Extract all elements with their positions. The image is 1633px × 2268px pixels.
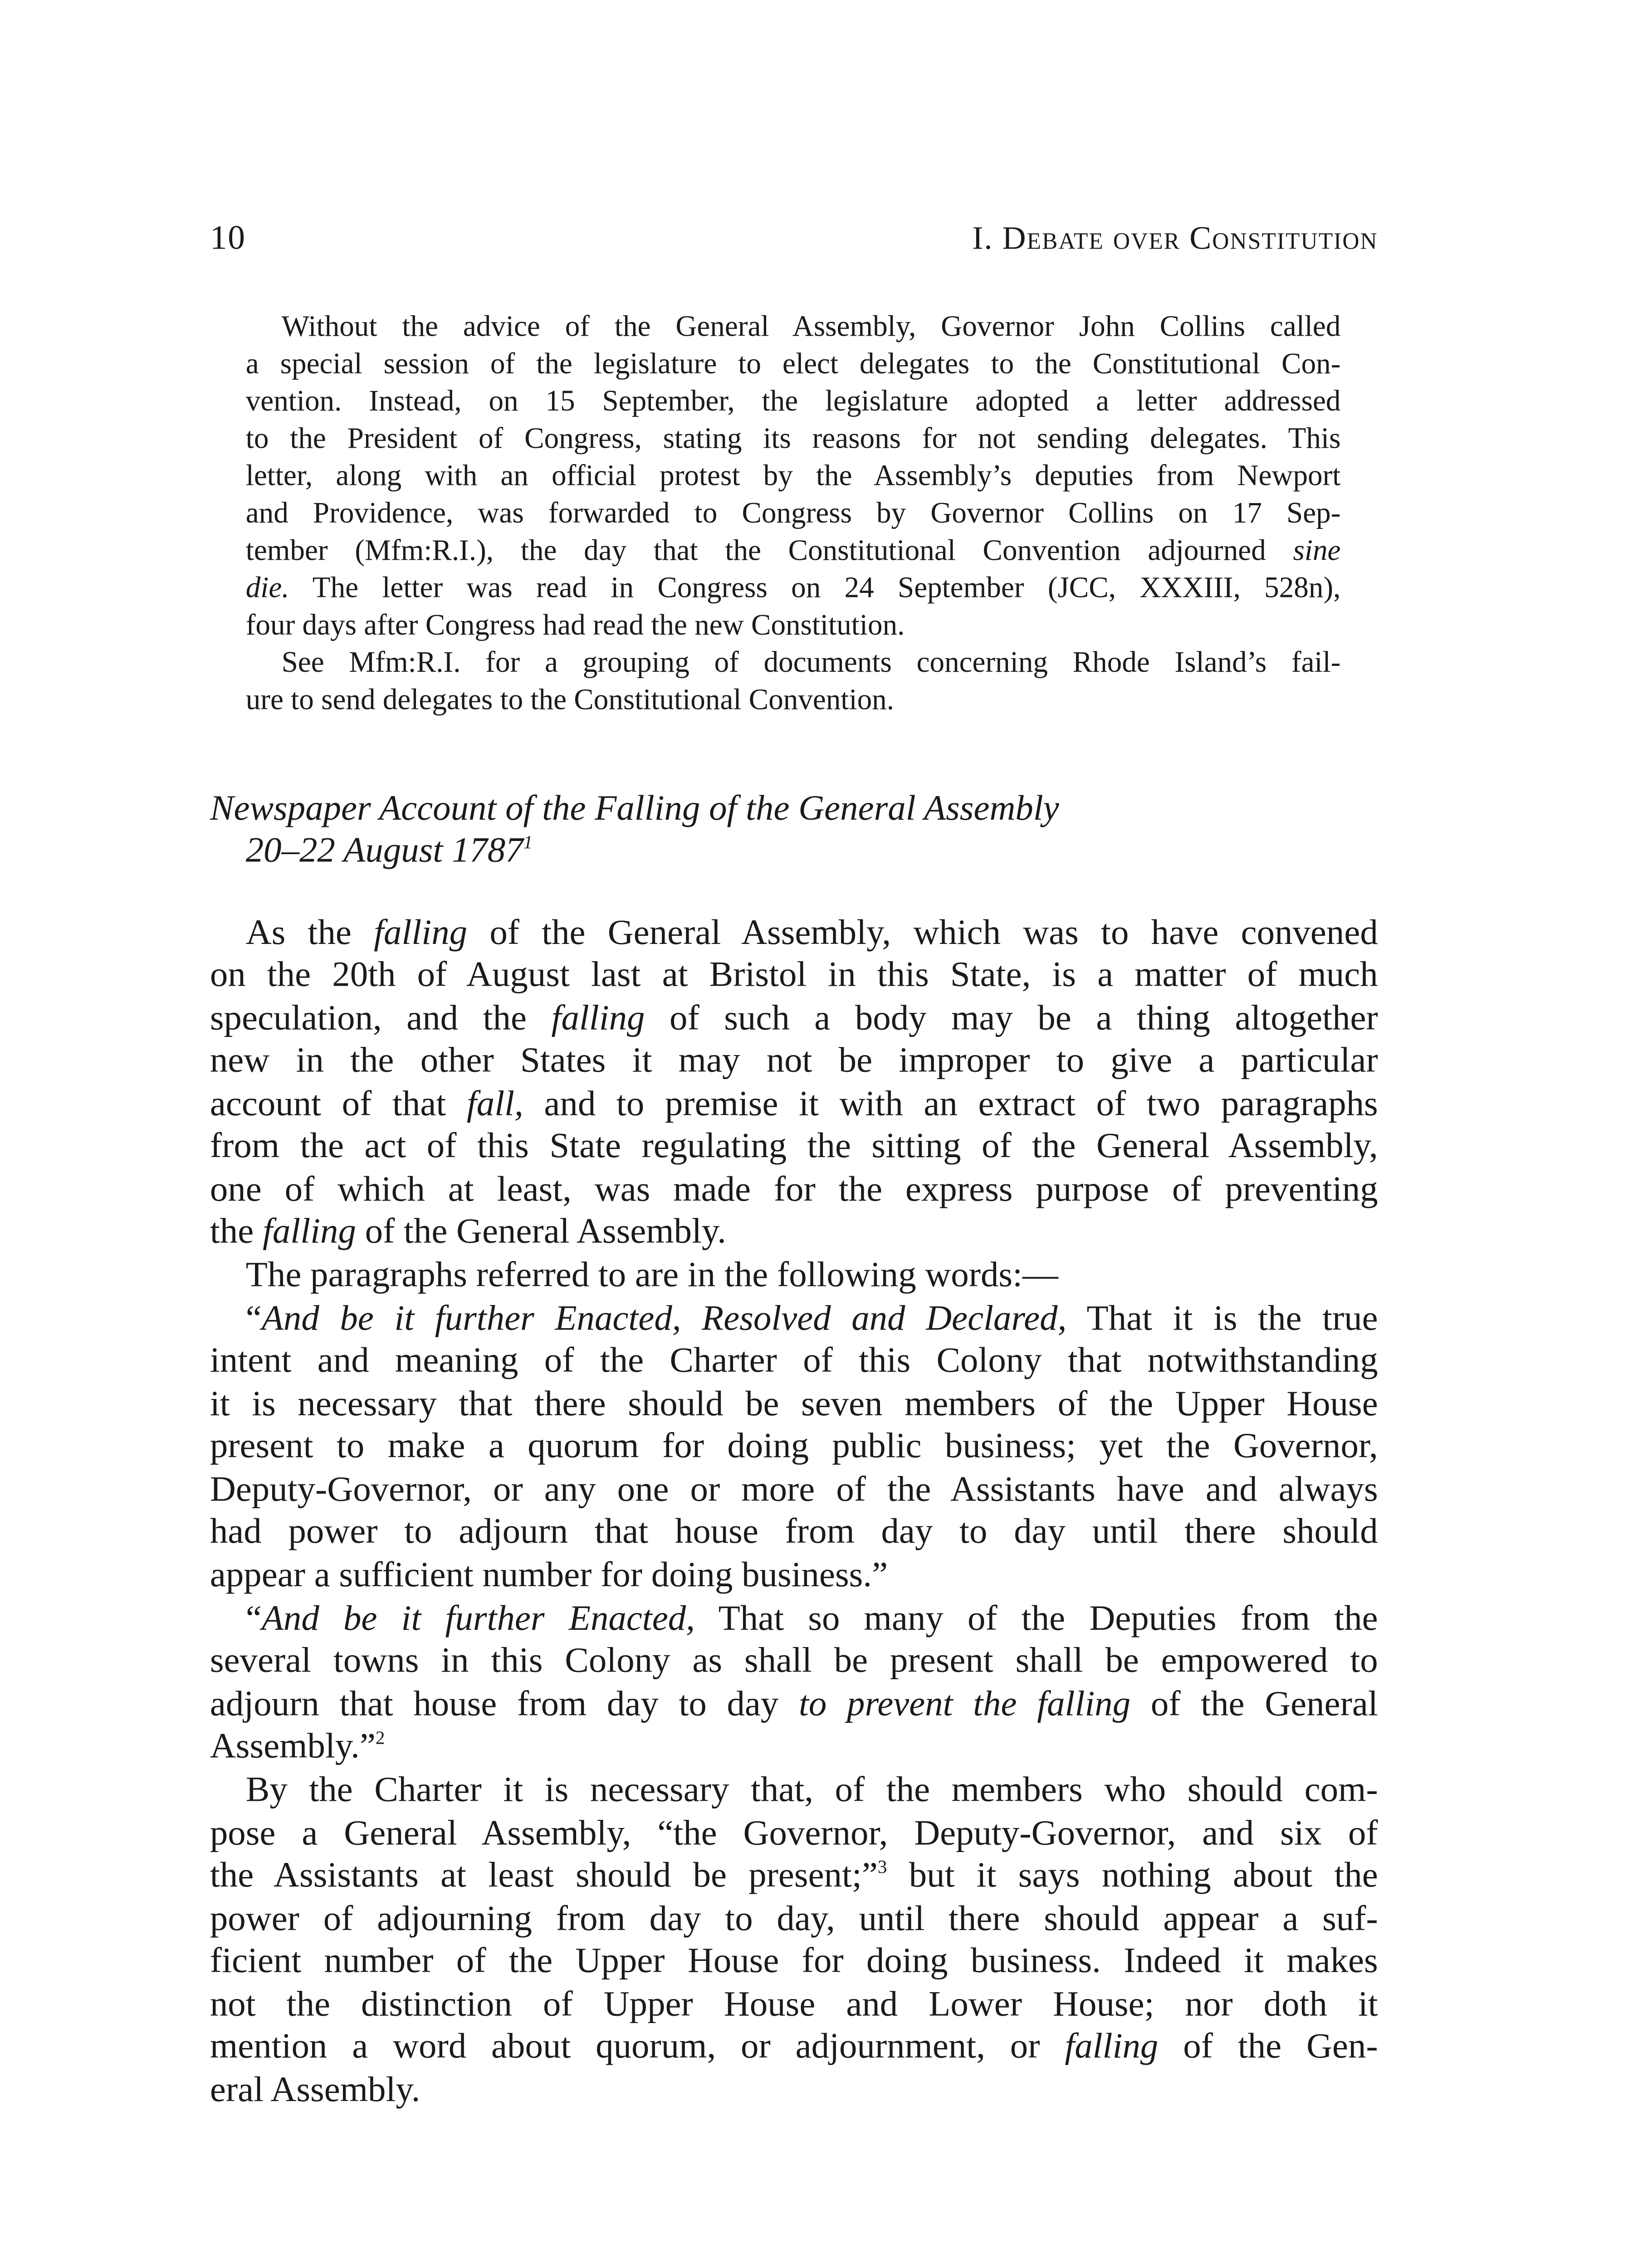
intro-line: Without the advice of the General Assembly, Governor John Collins called xyxy=(281,311,1341,344)
body-line: not the distinction of Upper House and Lower House; nor doth it xyxy=(210,1984,1378,2024)
body-line: speculation, and the falling of such a body may be a thing altogether xyxy=(210,998,1378,1037)
body-line: “And be it further Enacted, That so many of the Deputies from the xyxy=(245,1598,1378,1638)
body-line: By the Charter it is necessary that, of the members who should com- xyxy=(245,1769,1378,1809)
intro-line: tember (Mfm:R.I.), the day that the Constitutional Convention adjourned sine xyxy=(245,535,1341,568)
document-title: Newspaper Account of the Falling of the General Assembly xyxy=(210,788,1059,828)
intro-line: to the President of Congress, stating its reasons for not sending delegates. This xyxy=(245,423,1341,456)
intro-line: and Providence, was forwarded to Congress by Governor Collins on 17 Sep- xyxy=(245,498,1341,531)
body-line: one of which at least, was made for the express purpose of preventing xyxy=(210,1169,1378,1209)
intro-line: die. The letter was read in Congress on 24 September (JCC, XXXIII, 528n), xyxy=(245,572,1341,605)
page-number: 10 xyxy=(210,218,246,257)
body-line: appear a sufficient number for doing business.” xyxy=(210,1555,888,1594)
body-line: adjourn that house from day to day to prevent the falling of the General xyxy=(210,1684,1378,1723)
body-line: The paragraphs referred to are in the following words:— xyxy=(245,1255,1058,1294)
body-line: new in the other States it may not be improper to give a particular xyxy=(210,1040,1378,1080)
body-line: present to make a quorum for doing public business; yet the Governor, xyxy=(210,1426,1378,1465)
body-line: it is necessary that there should be seven members of the Upper House xyxy=(210,1384,1378,1423)
body-line: on the 20th of August last at Bristol in this State, is a matter of much xyxy=(210,955,1378,994)
intro-line: a special session of the legislature to elect delegates to the Constitutional Con- xyxy=(245,348,1341,381)
footnote-marker: 2 xyxy=(375,1726,385,1749)
running-head: I. Debate over Constitution xyxy=(972,219,1378,257)
intro-line: letter, along with an official protest by the Assembly’s deputies from Newport xyxy=(245,460,1341,493)
body-line: intent and meaning of the Charter of this Colony that notwithstanding xyxy=(210,1340,1378,1380)
body-line: the falling of the General Assembly. xyxy=(210,1211,726,1251)
body-line: had power to adjourn that house from day to day until there should xyxy=(210,1511,1378,1551)
body-line: from the act of this State regulating the sitting of the General Assembly, xyxy=(210,1126,1378,1165)
body-line: “And be it further Enacted, Resolved and Declared, That it is the true xyxy=(245,1298,1378,1338)
intro-line: See Mfm:R.I. for a grouping of documents concerning Rhode Island’s fail- xyxy=(281,647,1341,680)
body-line: As the falling of the General Assembly, which was to have convened xyxy=(245,913,1378,952)
body-line: Deputy-Governor, or any one or more of the Assistants have and always xyxy=(210,1470,1378,1509)
intro-line: ure to send delegates to the Constitutional Convention. xyxy=(245,684,895,717)
body-line: ficient number of the Upper House for doing business. Indeed it makes xyxy=(210,1941,1378,1980)
body-line: Assembly.”$^2$ xyxy=(210,1726,385,1765)
body-line: account of that fall, and to premise it with an extract of two paragraphs xyxy=(210,1084,1378,1123)
footnote-marker: 1 xyxy=(523,831,533,853)
body-line: pose a General Assembly, “the Governor, Deputy-Governor, and six of xyxy=(210,1813,1378,1853)
intro-line: vention. Instead, on 15 September, the legislature adopted a letter addressed xyxy=(245,386,1341,419)
body-line: several towns in this Colony as shall be present shall be empowered to xyxy=(210,1641,1378,1680)
body-line: mention a word about quorum, or adjournment, or falling of the Gen- xyxy=(210,2026,1378,2066)
document-date: 20–22 August 1787$^1$ xyxy=(245,830,533,870)
footnote-marker: 3 xyxy=(877,1856,887,1878)
body-line: eral Assembly. xyxy=(210,2070,420,2109)
body-line: power of adjourning from day to day, until there should appear a suf- xyxy=(210,1899,1378,1938)
body-line: the Assistants at least should be present;”$^3$ but it says nothing about the xyxy=(210,1855,1378,1895)
intro-line: four days after Congress had read the new Constitution. xyxy=(245,610,905,643)
